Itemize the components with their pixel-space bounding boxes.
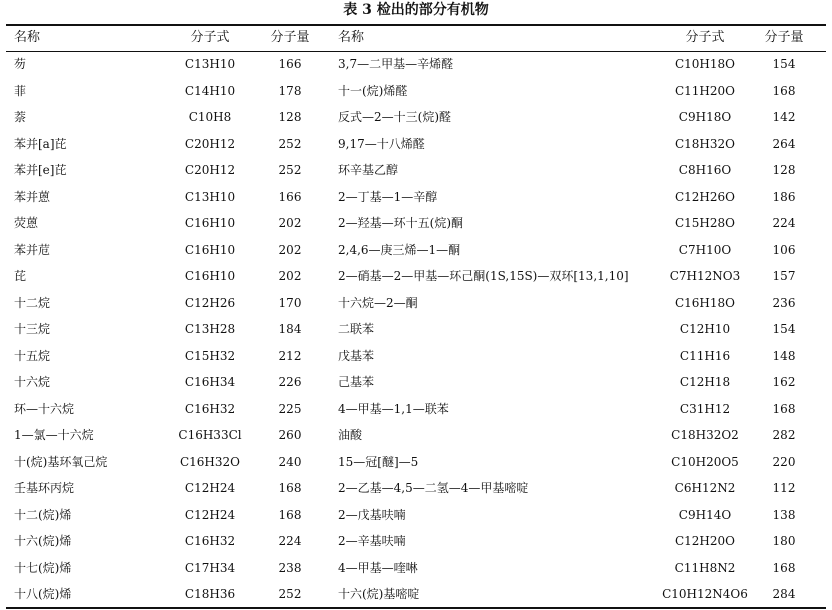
cell-mw-right: 142: [772, 110, 796, 124]
cell-mw-right: 220: [772, 454, 796, 469]
table-row: [0, 157, 832, 183]
table-row: [0, 51, 832, 77]
table-row: [0, 104, 832, 130]
cell-name-right: 2—辛基呋喃: [338, 534, 406, 548]
cell-formula-left: C17H34: [184, 560, 236, 575]
header-formula-left: 分子式: [190, 30, 230, 45]
cell-formula-left: C15H32: [184, 348, 236, 363]
cell-mw-right: 106: [772, 242, 796, 257]
cell-formula-left: C20H12: [184, 163, 236, 177]
cell-formula-right: C10H18O: [674, 57, 736, 71]
cell-formula-left: C13H28: [184, 322, 236, 336]
cell-mw-right: 282: [772, 428, 796, 442]
cell-name-left: 十三烷: [14, 322, 51, 336]
table-row: [0, 369, 832, 395]
table-row: [0, 555, 832, 581]
cell-formula-right: C6H12N2: [674, 481, 736, 495]
table-header-row: [0, 25, 832, 51]
cell-formula-left: C20H12: [184, 136, 236, 151]
cell-name-left: 十八(烷)烯: [14, 587, 72, 601]
cell-mw-left: 166: [278, 57, 302, 71]
cell-name-right: 环辛基乙醇: [338, 163, 399, 177]
table-row: [0, 528, 832, 554]
cell-mw-right: 148: [772, 348, 796, 363]
cell-formula-right: C12H26O: [674, 189, 736, 204]
table-title: 表 3 检出的部分有机物: [343, 2, 489, 18]
cell-formula-left: C16H32: [184, 401, 236, 416]
cell-formula-right: C15H28O: [674, 216, 736, 230]
cell-mw-right: 180: [772, 534, 796, 548]
cell-name-left: 苯并[a]芘: [14, 136, 67, 151]
cell-name-left: 环—十六烷: [14, 401, 75, 416]
table-row: [0, 237, 832, 263]
cell-mw-right: 154: [772, 57, 796, 71]
cell-mw-right: 138: [772, 507, 796, 522]
cell-formula-left: C16H10: [184, 242, 236, 257]
cell-mw-left: 252: [278, 163, 302, 177]
cell-mw-left: 252: [278, 587, 302, 601]
cell-name-right: 2,4,6—庚三烯—1—酮: [338, 242, 461, 257]
cell-formula-right: C11H16: [679, 348, 731, 363]
cell-formula-right: C12H10: [679, 322, 731, 336]
table-row: [0, 290, 832, 316]
cell-formula-left: C16H34: [184, 375, 236, 389]
table-row: [0, 78, 832, 104]
cell-mw-left: 225: [278, 401, 302, 416]
table-row: [0, 316, 832, 342]
cell-name-right: 己基苯: [338, 375, 375, 389]
table-row: [0, 581, 832, 607]
cell-name-right: 十一(烷)烯醛: [338, 83, 408, 98]
cell-name-right: 2—羟基—环十五(烷)酮: [338, 216, 463, 230]
cell-formula-right: C11H20O: [674, 83, 736, 98]
cell-name-left: 1—氯—十六烷: [14, 428, 94, 442]
header-name-left: 名称: [14, 30, 41, 45]
header-formula-right: 分子式: [685, 30, 725, 45]
cell-name-left: 荧蒽: [14, 216, 39, 230]
cell-mw-left: 168: [278, 507, 302, 522]
cell-name-right: 2—丁基—1—辛醇: [338, 189, 438, 204]
cell-mw-left: 224: [278, 534, 302, 548]
cell-formula-right: C16H18O: [674, 295, 736, 310]
cell-name-right: 反式—2—十三(烷)醛: [338, 110, 451, 124]
cell-formula-right: C9H18O: [678, 110, 732, 124]
header-name-right: 名称: [338, 30, 365, 45]
cell-mw-left: 260: [278, 428, 302, 442]
cell-mw-right: 224: [772, 216, 796, 230]
cell-mw-left: 184: [278, 322, 302, 336]
cell-formula-right: C9H14O: [678, 507, 732, 522]
cell-mw-right: 128: [772, 163, 796, 177]
cell-mw-left: 128: [278, 110, 302, 124]
cell-formula-left: C16H33Cl: [178, 428, 242, 442]
table-row: [0, 502, 832, 528]
cell-mw-left: 252: [278, 136, 302, 151]
cell-name-left: 芴: [14, 57, 27, 71]
cell-name-left: 十五烷: [14, 348, 51, 363]
cell-mw-right: 168: [772, 83, 796, 98]
cell-mw-right: 157: [772, 269, 796, 283]
cell-formula-left: C16H32: [184, 534, 236, 548]
cell-mw-right: 154: [772, 322, 796, 336]
cell-name-left: 十(烷)基环氧己烷: [14, 454, 108, 469]
cell-mw-left: 202: [278, 242, 302, 257]
cell-name-right: 戊基苯: [338, 348, 375, 363]
cell-name-left: 萘: [14, 110, 27, 124]
cell-formula-left: C12H24: [184, 481, 236, 495]
table-row: [0, 184, 832, 210]
cell-name-right: 二联苯: [338, 322, 375, 336]
table-row: [0, 343, 832, 369]
cell-name-right: 十六烷—2—酮: [338, 295, 418, 310]
cell-name-right: 3,7—二甲基—辛烯醛: [338, 57, 454, 71]
cell-name-right: 9,17—十八烯醛: [338, 136, 425, 151]
cell-formula-left: C18H36: [184, 587, 236, 601]
cell-name-right: 15—冠[醚]—5: [338, 454, 419, 469]
header-mw-right: 分子量: [764, 30, 804, 45]
table-row: [0, 422, 832, 448]
cell-formula-left: C14H10: [184, 83, 236, 98]
cell-mw-right: 112: [772, 481, 796, 495]
cell-name-left: 苯并苊: [14, 242, 51, 257]
table-row: [0, 449, 832, 475]
table-row: [0, 210, 832, 236]
cell-mw-left: 238: [278, 560, 302, 575]
cell-name-left: 芘: [14, 269, 27, 283]
cell-name-right: 2—戊基呋喃: [338, 507, 406, 522]
cell-mw-right: 236: [772, 295, 796, 310]
table-row: [0, 475, 832, 501]
cell-formula-left: C12H26: [184, 295, 236, 310]
cell-name-left: 十六烷: [14, 375, 51, 389]
cell-name-right: 十六(烷)基嘧啶: [338, 587, 420, 601]
cell-mw-left: 240: [278, 454, 302, 469]
cell-mw-left: 202: [278, 269, 302, 283]
table-row: [0, 263, 832, 289]
cell-name-right: 4—甲基—喹啉: [338, 560, 418, 575]
cell-formula-left: C12H24: [184, 507, 236, 522]
cell-mw-right: 264: [772, 136, 796, 151]
cell-mw-left: 166: [278, 189, 302, 204]
cell-formula-right: C18H32O: [674, 136, 736, 151]
cell-mw-left: 170: [278, 295, 302, 310]
table-row: [0, 396, 832, 422]
cell-name-left: 菲: [14, 83, 27, 98]
cell-formula-right: C10H20O5: [671, 454, 739, 469]
cell-formula-left: C16H32O: [179, 454, 241, 469]
cell-mw-right: 168: [772, 401, 796, 416]
cell-mw-left: 226: [278, 375, 302, 389]
cell-mw-left: 168: [278, 481, 302, 495]
cell-name-left: 壬基环丙烷: [14, 481, 75, 495]
cell-mw-left: 212: [278, 348, 302, 363]
cell-formula-right: C12H18: [679, 375, 731, 389]
cell-mw-left: 202: [278, 216, 302, 230]
cell-name-left: 苯并[e]芘: [14, 163, 67, 177]
cell-mw-right: 186: [772, 189, 796, 204]
cell-name-right: 4—甲基—1,1—联苯: [338, 401, 449, 416]
cell-name-right: 2—硝基—2—甲基—环己酮(1S,15S)—双环[13,1,10]: [338, 269, 629, 283]
bottom-rule: [6, 607, 826, 609]
cell-name-left: 十二烷: [14, 295, 51, 310]
cell-mw-right: 162: [772, 375, 796, 389]
cell-mw-right: 168: [772, 560, 796, 575]
cell-formula-right: C31H12: [679, 401, 731, 416]
cell-formula-right: C10H12N4O6: [662, 587, 748, 601]
cell-formula-left: C13H10: [184, 189, 236, 204]
table-row: [0, 131, 832, 157]
cell-name-left: 十二(烷)烯: [14, 507, 72, 522]
cell-formula-right: C7H10O: [678, 242, 732, 257]
cell-mw-right: 284: [772, 587, 796, 601]
cell-name-left: 十七(烷)烯: [14, 560, 72, 575]
cell-formula-left: C16H10: [184, 269, 236, 283]
cell-formula-right: C8H16O: [678, 163, 732, 177]
cell-formula-left: C10H8: [188, 110, 232, 124]
cell-formula-left: C16H10: [184, 216, 236, 230]
cell-formula-right: C18H32O2: [671, 428, 739, 442]
cell-formula-right: C7H12NO3: [669, 269, 741, 283]
cell-name-left: 十六(烷)烯: [14, 534, 72, 548]
cell-name-right: 油酸: [338, 428, 363, 442]
cell-mw-left: 178: [278, 83, 302, 98]
cell-formula-right: C11H8N2: [674, 560, 736, 575]
header-mw-left: 分子量: [270, 30, 310, 45]
cell-name-left: 苯并蒽: [14, 189, 51, 204]
cell-name-right: 2—乙基—4,5—二氢—4—甲基嘧啶: [338, 481, 529, 495]
cell-formula-left: C13H10: [184, 57, 236, 71]
cell-formula-right: C12H20O: [674, 534, 736, 548]
